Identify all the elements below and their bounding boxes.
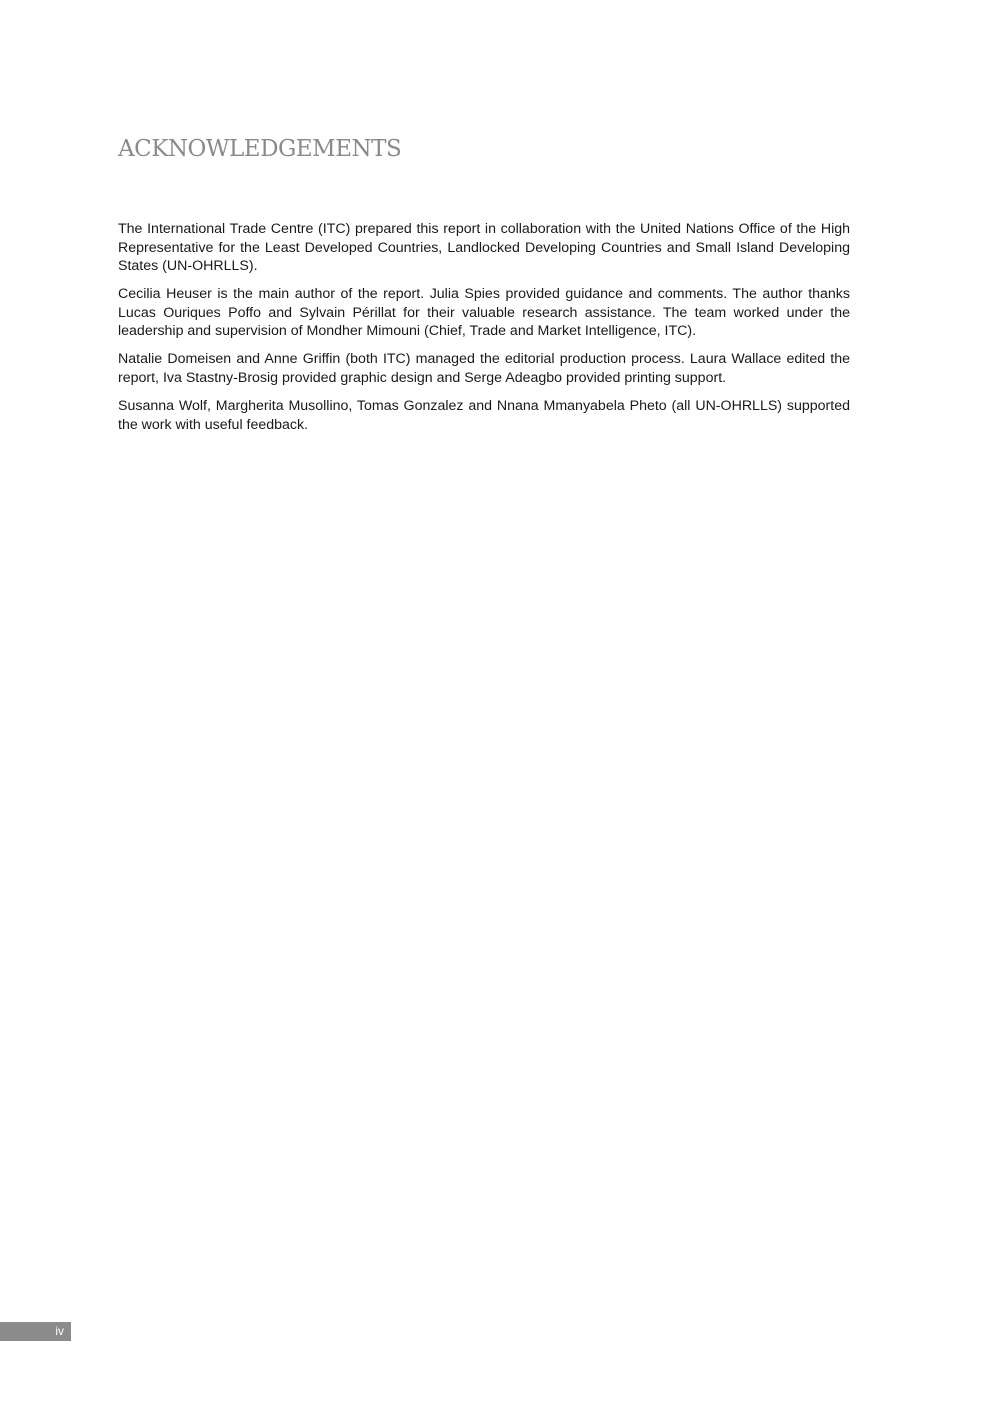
paragraph-authors: Cecilia Heuser is the main author of the report. Julia Spies provided guidance and comments. The author thanks Lucas Ouriques Poffo and Sylvain Périllat for their valuable research assistance. The team worked under the leadership and supervision of Mondher Mimouni (Chief, Trade and Market Intelligence, ITC).	[118, 286, 850, 340]
paragraph-itc-collaboration: The International Trade Centre (ITC) prepared this report in collaboration with the United Nations Office of the High Representative for the Least Developed Countries, Landlocked Developing Countries and Small Island Developing States (UN-OHRLLS).	[118, 221, 850, 275]
page-title: ACKNOWLEDGEMENTS	[118, 136, 402, 162]
page-number-tab: iv	[0, 1322, 71, 1341]
paragraph-editorial: Natalie Domeisen and Anne Griffin (both ITC) managed the editorial production process. Laura Wallace edited the report, Iva Stastny-Brosig provided graphic design and Serge Adeagbo provided printing support.	[118, 351, 850, 386]
acknowledgements-body	[118, 220, 850, 444]
paragraph-feedback: Susanna Wolf, Margherita Musollino, Tomas Gonzalez and Nnana Mmanyabela Pheto (all UN-OHRLLS) supported the work with useful feedback.	[118, 397, 850, 433]
